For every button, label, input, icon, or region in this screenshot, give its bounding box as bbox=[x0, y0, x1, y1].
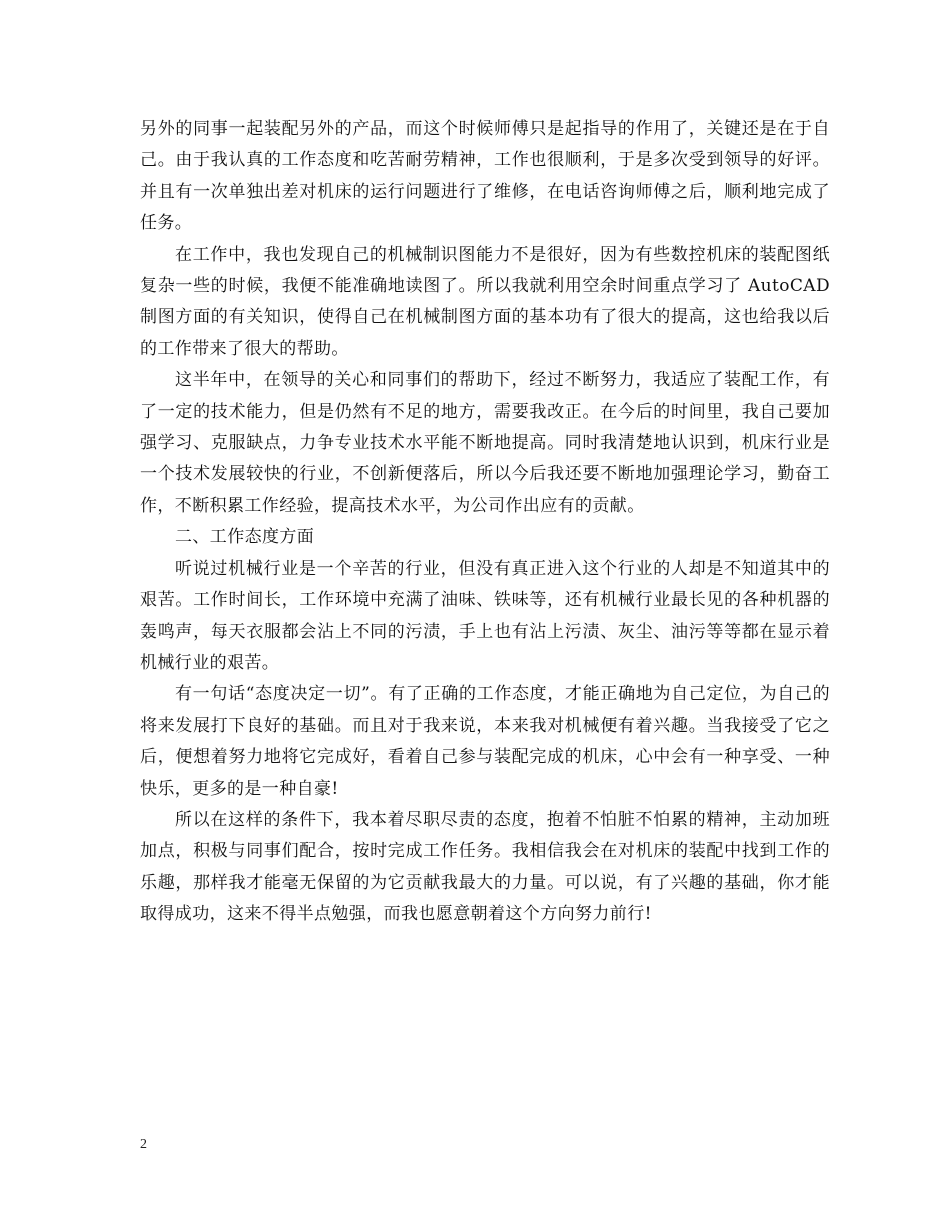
paragraph-drawing-skills: 在工作中，我也发现自己的机械制识图能力不是很好，因为有些数控机床的装配图纸复杂一些的时候，我便不能准确地读图了。所以我就利用空余时间重点学习了 AutoCAD 制图方面的有关知识，使得自己在机械制图方面的基本功有了很大的提高，这也给我以后的工作带来了很大的帮助。 bbox=[140, 244, 830, 359]
section-heading-work-attitude: 二、工作态度方面 bbox=[175, 527, 315, 548]
page-number: 2 bbox=[140, 1137, 147, 1152]
paragraph-continuation: 另外的同事一起装配另外的产品，而这个时候师傅只是起指导的作用了，关键还是在于自己。由于我认真的工作态度和吃苦耐劳精神，工作也很顺利，于是多次受到领导的好评。并且有一次单独出差对机床的运行问题进行了维修，在电话咨询师傅之后，顺利地完成了任务。 bbox=[140, 119, 830, 234]
document-body bbox=[140, 114, 830, 931]
paragraph-attitude-decides: 有一句话“态度决定一切”。有了正确的工作态度，才能正确地为自己定位，为自己的将来发展打下良好的基础。而且对于我来说，本来我对机械便有着兴趣。当我接受了它之后，便想着努力地将它完成好，看着自己参与装配完成的机床，心中会有一种享受、一种快乐，更多的是一种自豪! bbox=[140, 684, 830, 799]
paragraph-half-year-summary: 这半年中，在领导的关心和同事们的帮助下，经过不断努力，我适应了装配工作，有了一定的技术能力，但是仍然有不足的地方，需要我改正。在今后的时间里，我自己要加强学习、克服缺点，力争专业技术水平能不断地提高。同时我清楚地认识到，机床行业是一个技术发展较快的行业，不创新便落后，所以今后我还要不断地加强理论学习，勤奋工作，不断积累工作经验，提高技术水平，为公司作出应有的贡献。 bbox=[140, 370, 830, 516]
paragraph-industry-hardship: 听说过机械行业是一个辛苦的行业，但没有真正进入这个行业的人却是不知道其中的艰苦。工作时间长，工作环境中充满了油味、铁味等，还有机械行业最长见的各种机器的轰鸣声，每天衣服都会沾上不同的污渍，手上也有沾上污渍、灰尘、油污等等都在显示着机械行业的艰苦。 bbox=[140, 558, 830, 673]
paragraph-commitment: 所以在这样的条件下，我本着尽职尽责的态度，抱着不怕脏不怕累的精神，主动加班加点，积极与同事们配合，按时完成工作任务。我相信我会在对机床的装配中找到工作的乐趣，那样我才能毫无保留的为它贡献我最大的力量。可以说，有了兴趣的基础，你才能取得成功，这来不得半点勉强，而我也愿意朝着这个方向努力前行! bbox=[140, 809, 830, 925]
